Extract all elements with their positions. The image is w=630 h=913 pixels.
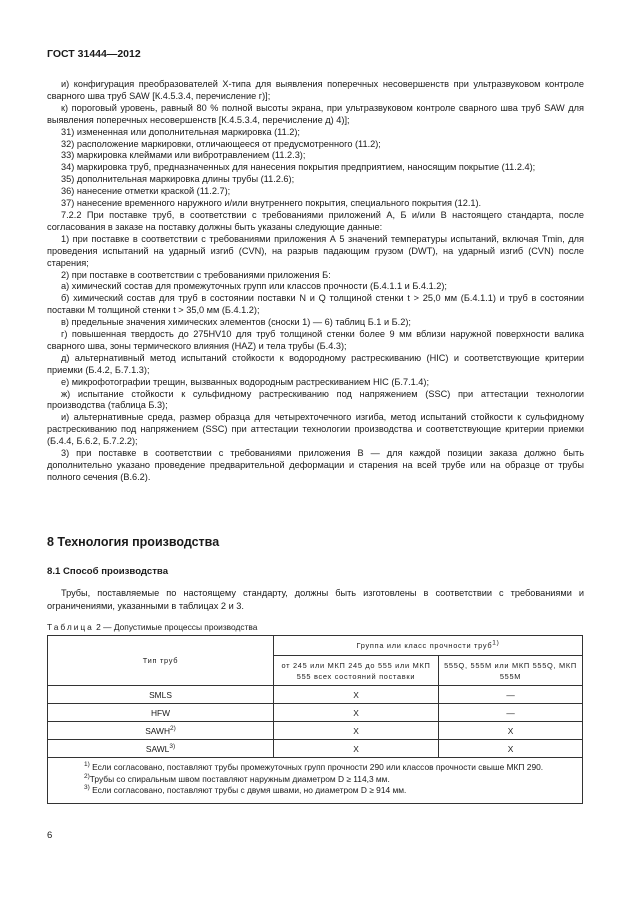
table-row <box>48 704 583 722</box>
paragraph: 31) измененная или дополнительная маркировка (11.2); <box>61 126 300 137</box>
page-number: 6 <box>47 830 53 841</box>
footnote: $^{3)}$ Если согласовано, поставляют трубы с двумя швами, но диаметром D ≥ 914 мм. <box>84 784 407 795</box>
table-row <box>48 722 583 740</box>
paragraph: 36) нанесение отметки краской (11.2.7); <box>61 186 231 197</box>
value-cell: — <box>439 704 583 722</box>
footnote: $^{2)}$Трубы со спиральным швом поставляют наружным диаметром D ≥ 114,3 мм. <box>84 772 390 784</box>
table-row <box>48 686 583 704</box>
document-header: ГОСТ 31444—2012 <box>47 48 141 60</box>
paragraph: е) микрофотографии трещин, вызванных водородным растрескиванием HIC (Б.7.1.4); <box>61 376 430 387</box>
pipe-type-cell: SAWL$^{3)}$ <box>48 740 274 758</box>
value-cell: X <box>274 704 439 722</box>
footnote: $^{1)}$ Если согласовано, поставляют трубы промежуточных групп прочности 290 или классов прочности свыше МКП 290. <box>84 761 544 772</box>
subsection-heading: 8.1 Способ производства <box>47 566 169 577</box>
paragraph: 7.2.2 При поставке труб, в соответствии с требованиями приложений А, Б и/или В настоящего стандарта, после согласования в заказе на поставку должны быть указаны следующие данные: <box>47 209 584 232</box>
pipe-type-cell: SMLS <box>48 686 274 704</box>
paragraph: 3) при поставке в соответствии с требованиями приложения В — для каждой позиции заказа должно быть дополнительно указано проведение предварительной деформации и старения на всей трубе или на образце от трубы полного сечения (В.6.2). <box>47 448 584 482</box>
paragraph: 34) маркировка труб, предназначенных для нанесения покрытия предприятием, наносящим покрытие (11.2.4); <box>61 162 536 173</box>
paragraph: б) химический состав для труб в состоянии поставки N и Q толщиной стенки t > 25,0 мм (Б.4.1.1) и труб в состоянии поставки М толщиной стенки t > 35,0 мм (Б.4.1.2); <box>47 293 584 316</box>
paragraph: 2) при поставке в соответствии с требованиями приложения Б: <box>61 269 331 280</box>
value-cell: X <box>274 722 439 740</box>
paragraph: г) повышенная твердость до 275HV10 для труб толщиной стенки более 9 мм вблизи наружной поверхности валика сварного шва, зоны термического влияния (HAZ) и тела трубы (Б.4.3); <box>47 329 584 351</box>
value-cell: X <box>274 686 439 704</box>
paragraph: к) пороговый уровень, равный 80 % полной высоты экрана, при ультразвуковом контроле сварного шва труб SAW для выявления поперечных несовершенств [К.4.5.3.4, перечисление д) 4)]; <box>47 102 584 125</box>
value-cell: X <box>439 722 583 740</box>
strength-group-label: Группа или класс прочности труб <box>356 641 493 650</box>
col-header-special: 555Q, 555M или МКП 555Q, МКП 555M <box>439 656 583 686</box>
col-header-standard: от 245 или МКП 245 до 555 или МКП 555 всех состояний поставки <box>274 656 439 686</box>
value-cell: X <box>439 740 583 758</box>
value-cell: X <box>274 740 439 758</box>
col-header-pipe-type: Тип труб <box>48 636 274 686</box>
production-processes-table <box>47 635 583 804</box>
paragraph: 37) нанесение временного наружного и/или внутреннего покрытия, специального покрытия (12.1). <box>61 198 482 209</box>
value-cell: — <box>439 686 583 704</box>
paragraph: и) конфигурация преобразователей Х-типа для выявления поперечных несовершенств при ультразвуковом контроле сварного шва труб SAW [К.4.5.3.4, перечисление г)]; <box>47 79 584 101</box>
paragraph: 1) при поставке в соответствии с требованиями приложения А 5 значений температуры испытаний, включая Tmin, для проведения испытаний на ударный изгиб (CVN), на разрыв падающим грузом (DWT), на ударный изгиб (CVN) после старения; <box>47 233 584 268</box>
table-footnotes-row <box>48 758 583 804</box>
table-row <box>48 740 583 758</box>
paragraph: и) альтернативные среда, размер образца для четырехточечного изгиба, метод испытаний стойкости к сульфидному растрескиванию под напряжением (SSC) при аттестации технологии производства и соответствующие критерии приемки (Б.4.4, Б.6.2, Б.7.2.2); <box>47 412 584 447</box>
paragraph: а) химический состав для промежуточных групп или классов прочности (Б.4.1.1 и Б.4.1.2); <box>61 281 447 292</box>
footnote-ref: 1) <box>492 639 500 647</box>
col-header-strength-group <box>274 636 583 656</box>
section-heading: 8 Технология производства <box>47 535 220 549</box>
table-caption-word: Таблица <box>47 622 94 632</box>
table-footnotes <box>48 758 583 804</box>
paragraph: д) альтернативный метод испытаний стойкости к водородному растрескиванию (HIC) и соответствующие критерии приемки (Б.4.2, Б.7.1.3); <box>47 352 584 375</box>
section-intro <box>47 587 584 612</box>
paragraph: 33) маркировка клеймами или вибротравлением (11.2.3); <box>61 150 306 161</box>
pipe-type-cell: HFW <box>48 704 274 722</box>
paragraph: 35) дополнительная маркировка длины трубы (11.2.6); <box>61 174 295 185</box>
intro-paragraph: Трубы, поставляемые по настоящему стандарту, должны быть изготовлены в соответствии с требованиями и ограничениями, указанными в таблицах 2 и 3. <box>47 588 584 611</box>
table-caption-text: 2 — Допустимые процессы производства <box>96 622 258 632</box>
paragraph: в) предельные значения химических элементов (сноски 1) — 6) таблиц Б.1 и Б.2); <box>61 317 411 328</box>
pipe-type-cell: SAWH$^{2)}$ <box>48 722 274 740</box>
paragraph: ж) испытание стойкости к сульфидному растрескиванию под напряжением (SSC) при аттестации технологии производства (таблица Б.3); <box>47 388 584 411</box>
paragraph: 32) расположение маркировки, отличающееся от предусмотренного (11.2); <box>61 138 381 149</box>
body-text <box>47 79 584 484</box>
table-caption <box>47 622 257 632</box>
